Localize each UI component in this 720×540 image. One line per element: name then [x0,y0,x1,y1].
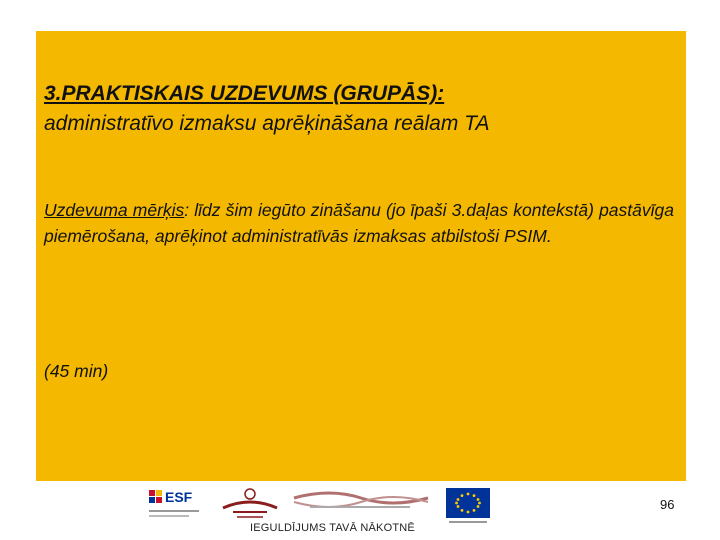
eu-flag-logo [443,486,493,528]
partner-logo [215,486,285,526]
esf-logo [135,486,207,528]
slide-content-panel [36,31,686,481]
task-subtitle: administratīvo izmaksu aprēķināšana reālam TA [44,112,490,135]
integration-fund-logo [290,486,432,516]
page-number: 96 [660,497,675,512]
footer-motto: IEGULDĪJUMS TAVĀ NĀKOTNĒ [250,522,415,534]
task-title: 3.PRAKTISKAIS UZDEVUMS (GRUPĀS): [44,82,445,105]
esf-logo-text: ESF [165,489,193,505]
goal-label: Uzdevuma mērķis [44,200,185,220]
slide-heading [44,79,674,139]
task-duration: (45 min) [44,361,109,381]
task-goal-paragraph [44,197,674,249]
goal-text: : līdz šim iegūto zināšanu (jo īpaši 3.daļas kontekstā) pastāvīga piemērošana, aprēķinot administratīvās izmaksas atbilstoši PSIM. [44,200,674,246]
